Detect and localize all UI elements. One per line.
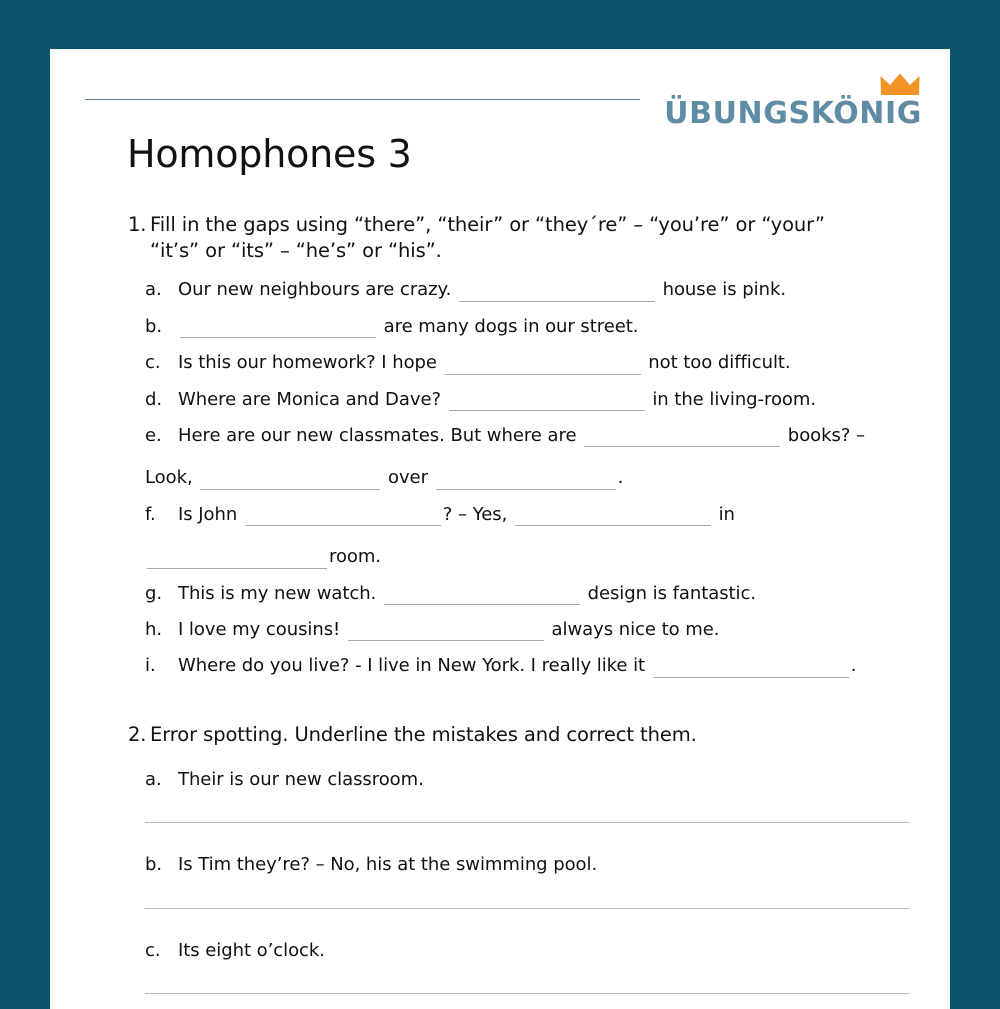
worksheet-page [50, 49, 950, 1009]
exercise-2-instruction-text: Error spotting. Underline the mistakes and correct them. [150, 722, 697, 746]
exercise-1-instruction [128, 212, 910, 265]
item-body [178, 618, 910, 641]
exercise-section-1 [50, 212, 950, 678]
item-text: Our new neighbours are crazy. [178, 279, 457, 301]
answer-blank[interactable] [436, 474, 616, 490]
item-body [178, 654, 910, 677]
worksheet-item [145, 315, 910, 338]
item-text: Where are Monica and Dave? [178, 388, 447, 410]
item-line [178, 351, 910, 374]
worksheet-item [145, 618, 910, 641]
item-letter: h. [145, 618, 163, 640]
worksheet-content [50, 134, 950, 1009]
worksheet-item [145, 503, 910, 569]
item-letter: c. [145, 939, 161, 961]
answer-blank[interactable] [245, 510, 441, 526]
answer-write-in-rule[interactable] [145, 908, 910, 909]
worksheet-item [145, 278, 910, 301]
item-letter: e. [145, 424, 162, 446]
answer-blank[interactable] [449, 395, 645, 411]
item-text: over [382, 467, 434, 489]
item-text: Its eight o’clock. [178, 939, 325, 961]
worksheet-item [145, 768, 910, 791]
item-line [178, 939, 910, 962]
answer-blank[interactable] [180, 322, 376, 338]
item-text: . [850, 655, 857, 677]
item-line [178, 388, 910, 411]
item-letter: a. [145, 279, 162, 301]
item-body [178, 582, 910, 605]
answer-write-in-rule[interactable] [145, 993, 910, 994]
item-text: always nice to me. [545, 618, 720, 640]
answer-blank[interactable] [653, 662, 849, 678]
item-letter: i. [145, 655, 156, 677]
item-line [178, 424, 910, 447]
worksheet-item [145, 853, 910, 876]
item-text: Is Tim they’re? – No, his at the swimming pool. [178, 854, 598, 876]
item-text: Where do you live? - I live in New York. I really like it [178, 655, 651, 677]
item-line [178, 768, 910, 791]
answer-blank[interactable] [147, 553, 327, 569]
item-text: ? – Yes, [442, 503, 513, 525]
answer-blank[interactable] [515, 510, 711, 526]
item-line [178, 503, 910, 526]
logo-wordmark: ÜBUNGSKÖNIG [664, 96, 922, 131]
item-text: in the living-room. [646, 388, 817, 410]
worksheet-item [145, 351, 910, 374]
exercise-1-instruction-text: Fill in the gaps using “there”, “their” or “they´re” – “you’re” or “your” “it’s” or “its” – “he’s” or “his”. [150, 212, 825, 263]
item-body [178, 939, 910, 962]
item-letter: b. [145, 854, 163, 876]
item-text: house is pink. [656, 279, 786, 301]
exercise-2-number: 2. [128, 722, 147, 746]
item-line [178, 853, 910, 876]
item-continuation-line [145, 466, 910, 489]
item-body [178, 351, 910, 374]
item-body [178, 768, 910, 791]
answer-blank[interactable] [584, 431, 780, 447]
item-text: I love my cousins! [178, 618, 346, 640]
exercise-section-2 [50, 722, 950, 994]
item-line [178, 582, 910, 605]
page-header [50, 49, 950, 134]
item-text: design is fantastic. [581, 582, 757, 604]
item-letter: c. [145, 352, 161, 374]
exercise-1-number: 1. [128, 212, 147, 236]
item-text: Their is our new classroom. [178, 769, 424, 791]
item-text: Here are our new classmates. But where are [178, 424, 583, 446]
answer-blank[interactable] [200, 474, 380, 490]
header-divider-rule [85, 99, 640, 100]
worksheet-item [145, 388, 910, 411]
worksheet-item [145, 939, 910, 962]
item-line [178, 278, 910, 301]
item-continuation-line [145, 545, 910, 568]
answer-blank[interactable] [348, 625, 544, 641]
item-text: are many dogs in our street. [378, 315, 639, 337]
item-body [178, 388, 910, 411]
item-letter: b. [145, 315, 163, 337]
item-text: room. [329, 546, 382, 568]
page-title: Homophones 3 [127, 132, 412, 176]
item-body [178, 853, 910, 876]
item-body [145, 424, 910, 490]
exercise-2-instruction [128, 722, 910, 748]
answer-blank[interactable] [384, 589, 580, 605]
item-text: Is this our homework? I hope [178, 352, 443, 374]
item-text: not too difficult. [642, 352, 791, 374]
ubungskonig-logo[interactable] [642, 73, 922, 129]
item-text: Look, [145, 467, 199, 489]
item-letter: g. [145, 582, 163, 604]
answer-blank[interactable] [459, 286, 655, 302]
item-letter: d. [145, 388, 163, 410]
item-text: Is John [178, 503, 243, 525]
item-line [178, 618, 910, 641]
item-line [178, 654, 910, 677]
item-text: This is my new watch. [178, 582, 382, 604]
item-text: books? – [782, 424, 865, 446]
worksheet-item [145, 424, 910, 490]
item-line [178, 315, 910, 338]
item-text: . [617, 467, 624, 489]
item-body [178, 315, 910, 338]
item-letter: a. [145, 769, 162, 791]
answer-write-in-rule[interactable] [145, 822, 910, 823]
item-letter: f. [145, 503, 156, 525]
item-text: in [712, 503, 735, 525]
answer-blank[interactable] [445, 359, 641, 375]
exercise-1-items [128, 278, 910, 677]
crown-icon [880, 73, 920, 97]
exercise-2-items [128, 768, 910, 994]
item-body [178, 503, 910, 569]
worksheet-item [145, 582, 910, 605]
item-body [178, 278, 910, 301]
worksheet-item [145, 654, 910, 677]
